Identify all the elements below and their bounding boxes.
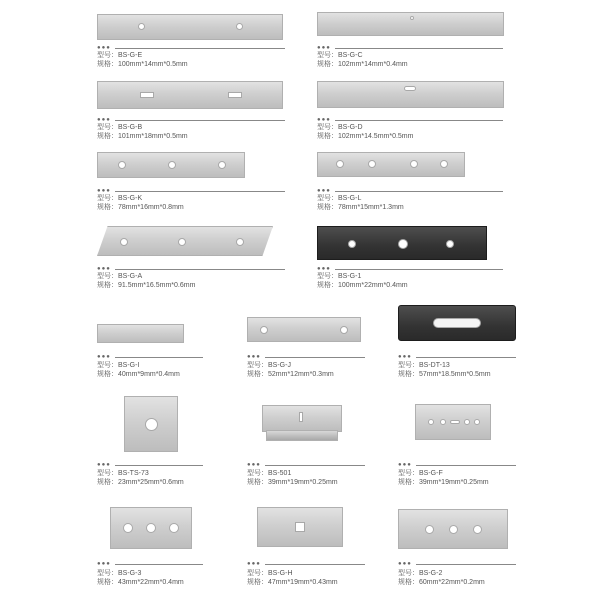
spec-label: 规格：102mm*14mm*0.4mm xyxy=(317,61,408,68)
blade-image xyxy=(415,404,491,440)
model-label: 型号：BS-G-D xyxy=(317,124,363,131)
model-label: 型号：BS-G-H xyxy=(247,570,293,577)
blade-image xyxy=(97,324,184,343)
divider xyxy=(416,357,516,358)
bullet-dots: ●●● xyxy=(317,188,331,194)
bullet-dots: ●●● xyxy=(398,462,412,468)
model-label: 型号：BS-G-1 xyxy=(317,273,362,280)
model-label: 型号：BS-G-J xyxy=(247,362,291,369)
bullet-dots: ●●● xyxy=(97,462,111,468)
blade-image xyxy=(317,152,465,177)
model-label: 型号：BS-G-2 xyxy=(398,570,443,577)
model-label: 型号：BS-501 xyxy=(247,470,292,477)
bullet-dots: ●●● xyxy=(97,188,111,194)
bullet-dots: ●●● xyxy=(97,266,111,272)
model-label: 型号：BS-G-K xyxy=(97,195,143,202)
blade-image xyxy=(257,507,343,547)
divider xyxy=(115,269,285,270)
spec-label: 规格：78mm*15mm*1.3mm xyxy=(317,204,404,211)
blade-edge xyxy=(266,430,338,441)
divider xyxy=(416,465,516,466)
divider xyxy=(265,465,365,466)
bullet-dots: ●●● xyxy=(247,354,261,360)
spec-label: 规格：40mm*9mm*0.4mm xyxy=(97,371,180,378)
model-label: 型号：BS-G-L xyxy=(317,195,362,202)
spec-label: 规格：39mm*19mm*0.25mm xyxy=(247,479,338,486)
divider xyxy=(115,357,203,358)
model-label: 型号：BS-G-C xyxy=(317,52,363,59)
divider xyxy=(115,564,203,565)
blade-image xyxy=(398,509,508,549)
spec-label: 规格：100mm*14mm*0.5mm xyxy=(97,61,188,68)
bullet-dots: ●●● xyxy=(97,561,111,567)
divider xyxy=(265,357,365,358)
blade-image xyxy=(317,226,487,260)
spec-label: 规格：43mm*22mm*0.4mm xyxy=(97,579,184,586)
spec-label: 规格：60mm*22mm*0.2mm xyxy=(398,579,485,586)
blade-image xyxy=(247,317,361,342)
model-label: 型号：BS-G-I xyxy=(97,362,140,369)
bullet-dots: ●●● xyxy=(317,266,331,272)
divider xyxy=(335,191,503,192)
spec-label: 规格：100mm*22mm*0.4mm xyxy=(317,282,408,289)
divider xyxy=(335,48,503,49)
bullet-dots: ●●● xyxy=(317,117,331,123)
blade-image xyxy=(317,81,504,108)
bullet-dots: ●●● xyxy=(247,561,261,567)
divider xyxy=(115,48,285,49)
divider xyxy=(115,120,285,121)
blade-image xyxy=(398,305,516,341)
model-label: 型号：BS-G-3 xyxy=(97,570,142,577)
bullet-dots: ●●● xyxy=(97,117,111,123)
divider xyxy=(335,269,503,270)
blade-image xyxy=(124,396,178,452)
blade-image xyxy=(317,12,504,36)
blade-image xyxy=(262,405,342,432)
model-label: 型号：BS-G-F xyxy=(398,470,443,477)
blade-image xyxy=(97,81,283,109)
model-label: 型号：BS-G-B xyxy=(97,124,143,131)
bullet-dots: ●●● xyxy=(398,561,412,567)
spec-label: 规格：23mm*25mm*0.6mm xyxy=(97,479,184,486)
spec-label: 规格：39mm*19mm*0.25mm xyxy=(398,479,489,486)
spec-label: 规格：101mm*18mm*0.5mm xyxy=(97,133,188,140)
spec-label: 规格：78mm*16mm*0.8mm xyxy=(97,204,184,211)
model-label: 型号：BS-TS-73 xyxy=(97,470,149,477)
bullet-dots: ●●● xyxy=(247,462,261,468)
model-label: 型号：BS-G-E xyxy=(97,52,143,59)
divider xyxy=(265,564,365,565)
spec-label: 规格：52mm*12mm*0.3mm xyxy=(247,371,334,378)
divider xyxy=(115,465,203,466)
bullet-dots: ●●● xyxy=(398,354,412,360)
model-label: 型号：BS-DT-13 xyxy=(398,362,450,369)
blade-image xyxy=(97,152,245,178)
spec-label: 规格：57mm*18.5mm*0.5mm xyxy=(398,371,491,378)
bullet-dots: ●●● xyxy=(97,45,111,51)
divider xyxy=(335,120,503,121)
spec-label: 规格：91.5mm*16.5mm*0.6mm xyxy=(97,282,196,289)
spec-label: 规格：102mm*14.5mm*0.5mm xyxy=(317,133,414,140)
spec-label: 规格：47mm*19mm*0.43mm xyxy=(247,579,338,586)
bullet-dots: ●●● xyxy=(317,45,331,51)
divider xyxy=(115,191,285,192)
blade-image xyxy=(97,226,273,256)
divider xyxy=(416,564,516,565)
blade-image xyxy=(110,507,192,549)
bullet-dots: ●●● xyxy=(97,354,111,360)
blade-image xyxy=(97,14,283,40)
model-label: 型号：BS-G-A xyxy=(97,273,143,280)
